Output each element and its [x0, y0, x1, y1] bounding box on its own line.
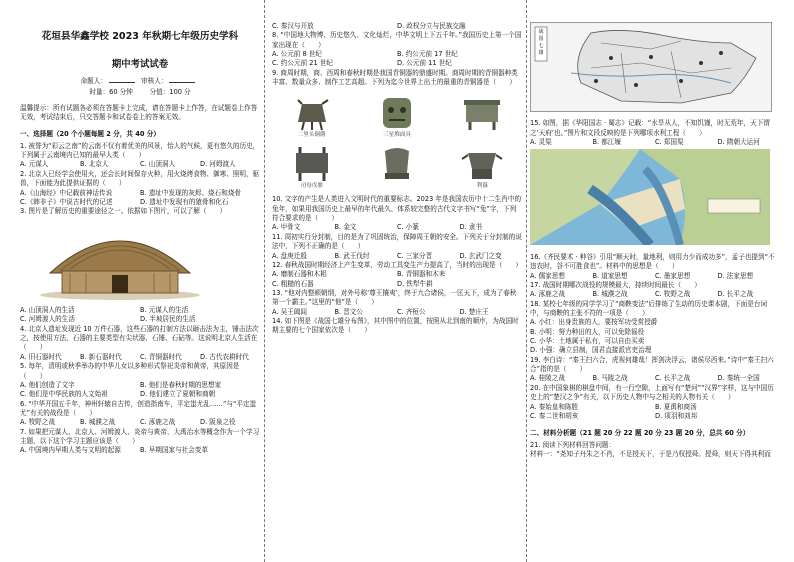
- answer-option[interactable]: B. 城濮之战: [80, 418, 116, 427]
- section-1-heading: 一、选择题（20 个小题每题 2 分，共 40 分）: [20, 130, 160, 139]
- answer-option[interactable]: A. 盘庚迁殷: [272, 251, 307, 260]
- exam-title: 花垣县华鑫学校 2023 年秋期七年级历史学科: [41, 31, 239, 42]
- answer-option[interactable]: D. 项羽和刘邦: [655, 411, 698, 420]
- answer-options: [20, 160, 260, 169]
- answer-option[interactable]: C. 他们是中华民族的人文始祖: [20, 390, 108, 399]
- answer-option[interactable]: B. 新石器时代: [80, 352, 122, 361]
- answer-option[interactable]: C. 青铜器时代: [140, 352, 182, 361]
- column-3-question-15: [530, 119, 780, 147]
- answer-options: [272, 50, 522, 69]
- answer-option[interactable]: B. 武王伐纣: [334, 251, 370, 260]
- answer-options: [530, 374, 780, 383]
- answer-option[interactable]: B. 北京人: [80, 160, 109, 169]
- bronze-caption: 利簋: [476, 183, 488, 190]
- answer-option[interactable]: B. 道家思想: [592, 271, 628, 280]
- reviewer-blank: [169, 82, 195, 83]
- answer-option[interactable]: C. 粗糙的石器: [272, 279, 314, 288]
- answer-options: [530, 290, 780, 299]
- bronze-item: [443, 143, 522, 191]
- question-stem: 4. 北京人遗址发现近 10 万件石器，这些石器的打制方法以砸击法为主，锤击法次之，按使用方法，石器的主要类型有尖状器、石锤、石砧等。这说明北京人生活在（ ）: [20, 324, 259, 352]
- answer-option[interactable]: C. 齐桓公: [397, 307, 426, 316]
- answer-options: [272, 223, 522, 232]
- answer-option[interactable]: C.《韩非子》中说古时代的记述: [20, 197, 113, 206]
- time-score-row: [20, 88, 260, 97]
- answer-option[interactable]: B. 金文: [334, 223, 357, 232]
- answer-option[interactable]: C. 约公元前 21 世纪: [272, 59, 333, 68]
- bronze-item: [357, 92, 436, 140]
- question-stem: 14. 如下图是《战国七雄分布图》，其中图中的位置，按照从北到南的顺序，为战国时期主要的七个国家依次是（ ）: [272, 317, 519, 335]
- answer-option[interactable]: C. 郑国渠: [655, 138, 684, 147]
- answer-option[interactable]: D. 他们建立了夏朝和商朝: [140, 390, 216, 399]
- reviewer-label: 审核人：: [141, 76, 168, 85]
- question-stem: 18. 某校七年级的同学学习了“商鞅变法”后排练了生动的历史课本剧，下面是台词中，与商鞅的主张不符的一项是（ ）: [530, 299, 768, 317]
- answer-option[interactable]: D. 阪泉之役: [200, 418, 236, 427]
- question-stem: 1. 被誉为“彩云之南”的云南不仅有着优美的风景，怡人的气候，更有悠久的历史，下列属于云南境内已知的最早人类（ ）: [20, 141, 260, 160]
- answer-option[interactable]: D. 隶书: [459, 223, 482, 232]
- answer-option[interactable]: B. 小明：努力种田的人，可以免除徭役: [530, 327, 645, 336]
- answer-option[interactable]: A. 中国境内早期人类与文明的起源: [20, 446, 121, 455]
- map-label: 战国七雄: [538, 29, 544, 56]
- answer-option[interactable]: B. 晋文公: [334, 307, 363, 316]
- answer-option[interactable]: D. 小强：确立县制，国君直接派官吏治理: [530, 346, 652, 355]
- answer-option[interactable]: A.《山海经》中记载前神话传说: [20, 188, 113, 197]
- answer-option[interactable]: B. 青铜器和木耒: [397, 270, 446, 279]
- exam-subtitle: 期中考试试卷: [111, 58, 169, 70]
- question-stem: 16.《齐民要术 · 种谷》引用“顺天时，量地利，则用力少而成功多”，孟子也提到“不违农时，谷不可胜食也”。材料中的思想是（ ）: [530, 252, 775, 271]
- question-21: 21. 阅读下列材料回答问题：: [530, 440, 616, 449]
- question-stem: 17. 战国时期哪次战役的规模最大，持续时间最长（ ）: [530, 280, 701, 289]
- answer-options: [272, 270, 522, 289]
- answer-options: [530, 272, 780, 281]
- answer-option[interactable]: A. 磨制石器和木耜: [272, 270, 327, 279]
- time-label: 时量：60 分钟: [89, 88, 133, 97]
- answer-options: [20, 446, 260, 455]
- answer-option[interactable]: C. 秦汉与开放: [272, 22, 314, 30]
- answer-option[interactable]: A. 他们创造了文字: [20, 380, 75, 389]
- question-stem: 11. 周初实行分封制，目的是为了巩固统治，保障周王朝的安全。下列关于分封制的说法中，下列不正确的是（ ）: [272, 232, 522, 251]
- answer-option[interactable]: A. 小红：出身贵族的人，要按军功受赏授爵: [530, 318, 658, 327]
- bronze-figures: [272, 92, 522, 192]
- answer-option[interactable]: B. 城濮之战: [592, 290, 628, 299]
- answer-option[interactable]: A. 公元前 8 世纪: [272, 50, 322, 59]
- column-3: [530, 0, 780, 562]
- answer-options: [20, 189, 260, 208]
- answer-option[interactable]: A. 秦始皇和陈胜: [530, 402, 579, 411]
- score-label: 分值：100 分: [149, 88, 191, 97]
- answer-option[interactable]: C. 长平之战: [655, 374, 691, 383]
- answer-option[interactable]: C. 秦二世和胡亥: [530, 411, 579, 420]
- question-stem: 15. 如图，据《华阳国志 · 蜀志》记载：“水旱从人，不知饥馑，时无荒年，天下谓之‘天府’也。”图片和文段反映的是下列哪项水利工程（ ）: [530, 119, 770, 137]
- answer-options: [20, 418, 260, 427]
- answer-option[interactable]: D. 河姆渡人: [200, 160, 236, 169]
- dujiangyan-figure: [530, 149, 770, 245]
- answer-option[interactable]: D. 长平之战: [717, 290, 754, 299]
- question-stem: 10. 文字的产生是人类进入文明时代的重要标志。2023 年是我国农历中十二生肖中的兔年，如果用我国历史上最早的年代最久、体系较完整的古代文字书写“兔”字，下列符合要求的是（ ）: [272, 195, 522, 223]
- bronze-caption: 三星堆面具: [383, 131, 411, 138]
- bronze-vessel-image: [373, 143, 421, 183]
- column-divider: [264, 0, 265, 562]
- answer-option[interactable]: C. 三家分晋: [397, 251, 433, 260]
- answer-options: [20, 353, 260, 362]
- answer-option[interactable]: D. 法家思想: [717, 271, 754, 280]
- answer-option[interactable]: B. 他们是春秋时期的思想家: [140, 380, 222, 389]
- column-1-questions: [20, 142, 260, 456]
- answer-option[interactable]: D. 遗址中发现有的猿骨和化石: [140, 197, 229, 206]
- answer-option[interactable]: B. 遗址中发现的灰烬、烧石和烧骨: [140, 188, 242, 197]
- bronze-item: [272, 143, 351, 191]
- answer-option[interactable]: A. 山顶洞人的生活: [20, 305, 75, 314]
- column-2-questions-bottom: [272, 195, 522, 335]
- column-3-questions: [530, 253, 780, 421]
- answer-option[interactable]: C. 河姆渡人的生活: [20, 315, 75, 324]
- bronze-vessel-image: [288, 143, 336, 183]
- bronze-vessel-image: [458, 92, 506, 132]
- answer-option[interactable]: C. 涿鹿之战: [140, 418, 176, 427]
- exam-note: 温馨提示：所有试题各必须在答题卡上完成，请在答题卡上作答，在试题卷上作答无效，考试结束后，只交答题卡和试卷卷上的答案无效。: [20, 103, 258, 122]
- answer-option[interactable]: D. 玄武门之变: [459, 251, 502, 260]
- material-1: 材料一：“尧知子丹朱之不肖，不足授天下，于是乃权授舜。授舜，则天下得其利而: [530, 449, 771, 458]
- answer-option[interactable]: A. 甲骨文: [272, 223, 301, 232]
- setter-blank: [109, 82, 135, 83]
- answer-option[interactable]: C. 小华：土地属于私有，可以自由买卖: [530, 337, 645, 346]
- answer-option[interactable]: B. 都江堰: [592, 138, 621, 147]
- question-stem: 7. 如果把元谋人、北京人、河姆渡人、炎帝与黄帝、大禹治水等概念作为一个学习主题，以下这个学习主题应该是（ ）: [20, 427, 260, 446]
- answer-option[interactable]: A. 吴王阖闾: [272, 307, 307, 316]
- column-1: [20, 0, 260, 562]
- question-stem: 8. “中国地大物博、历史悠久、文化灿烂，中华文明上下五千年。”我国历史上第一个国家出现在（ ）: [272, 31, 522, 49]
- answer-options: [272, 308, 522, 317]
- answer-option[interactable]: A. 旧石器时代: [20, 352, 62, 361]
- answer-option[interactable]: D. 铁犁牛耕: [397, 279, 433, 288]
- answer-option[interactable]: C. 牧野之战: [655, 290, 691, 299]
- bronze-item: [357, 143, 436, 191]
- question-stem: 12. 春秋战国时期经济上产生变革，劳动工具变生产力提高了，当时的出现是（ ）: [272, 260, 522, 269]
- answer-option[interactable]: B. 早期国家与社会变革: [140, 446, 209, 455]
- answer-options: [20, 381, 260, 400]
- answer-option[interactable]: A. 元谋人: [20, 160, 49, 169]
- section-2-heading: 二、材料分析题（21 题 20 分 22 题 20 分 23 题 20 分，总共 60 分）: [530, 429, 750, 438]
- column-2: [272, 0, 522, 562]
- answer-options: [530, 403, 780, 422]
- bronze-caption: 二里头铜爵: [297, 131, 326, 138]
- bronze-vessel-image: [458, 143, 506, 183]
- bronze-vessel-image: [373, 92, 421, 132]
- answer-option[interactable]: A. 儒家思想: [530, 271, 565, 280]
- answer-option[interactable]: A. 桂陵之战: [530, 374, 565, 383]
- thatched-hut-image: [30, 221, 210, 301]
- answer-option[interactable]: D. 古代农耕时代: [200, 352, 249, 361]
- bronze-vessel-image: [288, 92, 336, 132]
- bronze-item: [443, 92, 522, 140]
- answer-option[interactable]: D. 政权分立与民族交融: [397, 22, 466, 30]
- answer-option[interactable]: B. 夏禹和商汤: [655, 402, 697, 411]
- warring-states-map: [530, 22, 772, 112]
- column-divider: [526, 0, 527, 562]
- bronze-caption: 司母戊鼎: [300, 183, 323, 190]
- setter-row: [20, 77, 260, 86]
- answer-option[interactable]: B. 元谋人的生活: [140, 305, 189, 314]
- answer-option[interactable]: B. 约公元前 17 世纪: [397, 50, 458, 59]
- answer-options: [272, 22, 522, 31]
- answer-option[interactable]: B. 马陵之战: [592, 374, 628, 383]
- answer-option[interactable]: D. 楚庄王: [459, 307, 489, 316]
- question-stem: 13. “他对内整顿朝纲，对外号称‘尊王攘夷’，终于九合诸侯，一匡天下，成为了春秋第一个霸主。”这里的“他”是（ ）: [272, 288, 517, 307]
- answer-options: [530, 138, 780, 147]
- setter-label: 命题人：: [80, 76, 107, 85]
- answer-option[interactable]: D. 半坡居民的生活: [140, 315, 196, 324]
- answer-option[interactable]: A. 灵渠: [530, 138, 552, 147]
- answer-options: [272, 252, 522, 261]
- answer-option[interactable]: D. 隋朝大运河: [717, 138, 760, 147]
- question-stem: 6. “中华开国五千年，神州轩辕自古传，创造指南车，平定蚩尤乱……”与“平定蚩尤”有关的战役是（ ）: [20, 399, 257, 417]
- answer-options: [20, 306, 260, 325]
- answer-options: [530, 318, 780, 355]
- question-stem: 20. 在中国象棋的棋盘中间，有一行空隙，上面写有“楚河”“汉界”字样，这与中国历史上的“楚汉之争”有关，以下历史人物中与之相关的人物有关（ ）: [530, 383, 774, 402]
- answer-option[interactable]: D. 秦统一全国: [717, 374, 760, 383]
- question-stem: 2. 北京人已经学会使用火，还会长时间保存火种，用火烧烤食物、御寒、照明，驱兽，下面能为此提供证据的（ ）: [20, 169, 260, 188]
- answer-option[interactable]: A. 涿鹿之战: [530, 290, 565, 299]
- answer-option[interactable]: A. 牧野之战: [20, 418, 55, 427]
- answer-option[interactable]: D. 公元前 11 世纪: [397, 59, 452, 68]
- bronze-item: [272, 92, 351, 140]
- answer-option[interactable]: C. 小篆: [397, 223, 419, 232]
- question-stem: 5. 每年，清明或秋季举办的中华儿女以多种形式祭祀炎帝和黄帝，其原因是（ ）: [20, 362, 240, 380]
- question-stem: 9. 商周时期，商、西周和春秋时期是我国青铜器的鼎盛时期。商周时期的青铜器种类丰富、数量众多、制作工艺高超。下列为迄今世界上出土的最重的青铜器是（ ）: [272, 68, 518, 87]
- answer-option[interactable]: C. 墨家思想: [655, 271, 691, 280]
- column-2-questions-top: [272, 22, 522, 88]
- question-stem: 3. 图片是了解历史的重要途径之一。依据如下图片，可以了解（ ）: [20, 207, 227, 216]
- question-stem: 19. 李白诗：“秦王扫六合，虎视何雄哉！挥剑决浮云，诸侯尽西来。”诗中“秦王扫六合”指的是（ ）: [530, 355, 774, 374]
- answer-option[interactable]: C. 山顶洞人: [140, 160, 176, 169]
